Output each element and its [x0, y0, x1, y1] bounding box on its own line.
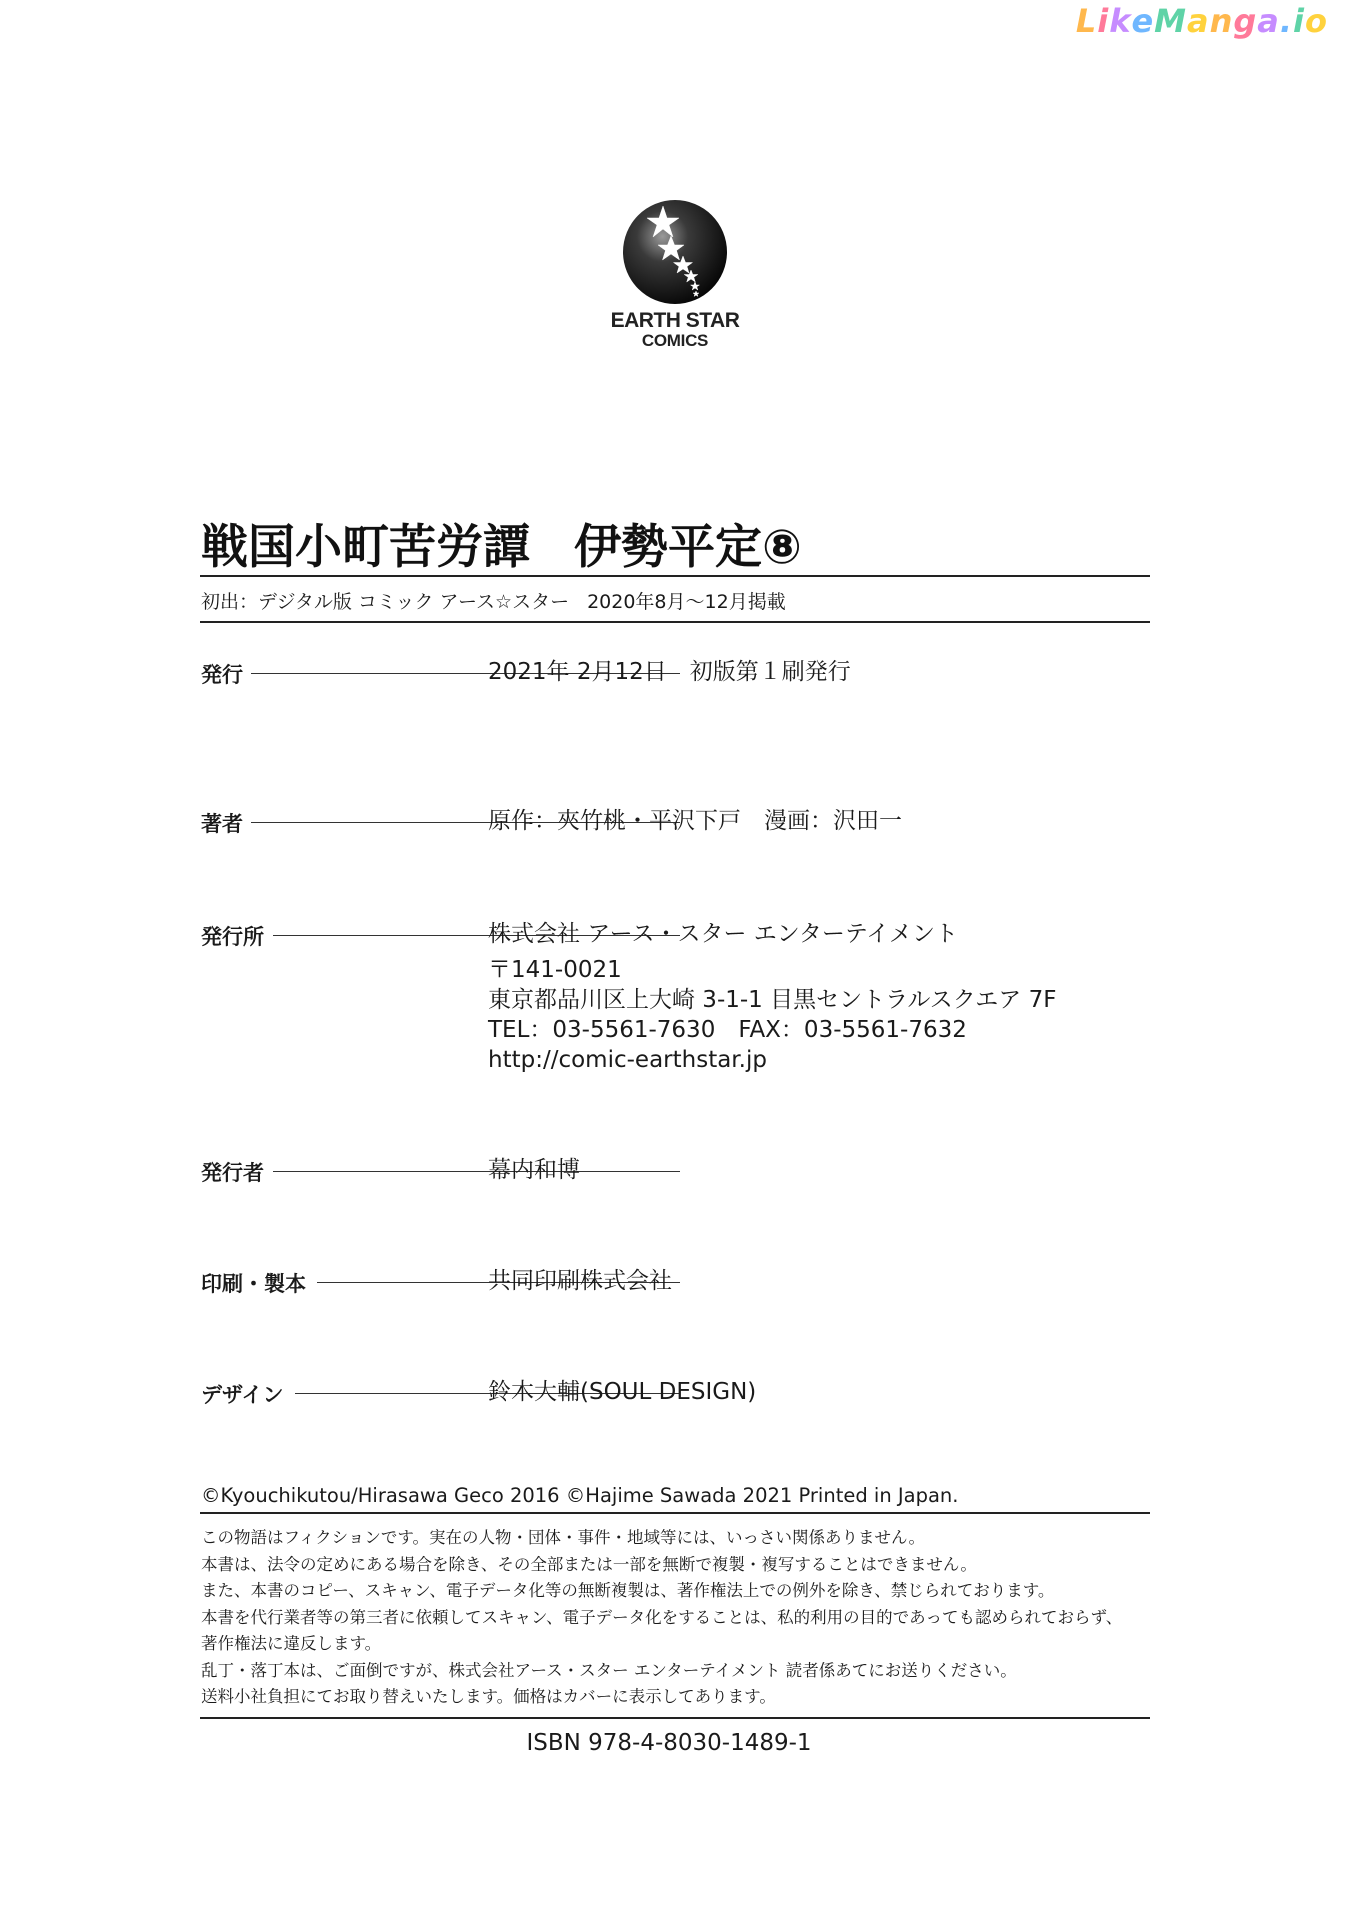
watermark	[1076, 2, 1328, 40]
credit-label: 著者	[201, 812, 243, 836]
globe-stars-icon	[621, 198, 729, 306]
watermark-letter: g	[1233, 2, 1258, 40]
credit-value: 2021年 2月12日 初版第１刷発行	[488, 659, 851, 685]
logo-line-2: COMICS	[641, 331, 709, 350]
credit-label: 発行者	[201, 1161, 264, 1185]
watermark-letter: o	[1305, 2, 1328, 40]
watermark-letter: n	[1209, 2, 1234, 40]
postal-code: 〒141-0021	[488, 957, 622, 983]
credit-value: 鈴木大輔(SOUL DESIGN)	[488, 1379, 757, 1405]
watermark-letter: k	[1109, 2, 1132, 40]
isbn: ISBN 978-4-8030-1489-1	[526, 1730, 812, 1756]
notice-line: 本書を代行業者等の第三者に依頼してスキャン、電子データ化をすることは、私的利用の目的であっても認められておらず、	[201, 1607, 1123, 1627]
credit-row-author	[201, 808, 1101, 838]
book-title	[201, 510, 802, 577]
logo-line-1: EARTH STAR	[610, 309, 740, 332]
credit-row-design	[201, 1379, 1101, 1409]
credit-label: デザイン	[201, 1383, 284, 1407]
credit-row-issuer	[201, 1157, 1101, 1187]
publisher-url: http://comic-earthstar.jp	[488, 1047, 767, 1073]
isbn-divider	[200, 1717, 1150, 1719]
credit-value: 株式会社 アース・スター エンターテイメント	[488, 921, 959, 947]
serialization-period: 2020年8月〜12月掲載	[587, 591, 786, 613]
earth-star-comics-logo	[605, 198, 745, 349]
serialization-info	[201, 587, 786, 614]
credit-row-printing	[201, 1268, 1101, 1298]
publisher-address	[488, 955, 1056, 1075]
leader-line	[273, 1171, 680, 1172]
watermark-letter: .	[1279, 2, 1294, 40]
credit-label: 発行所	[201, 925, 264, 949]
notice-line: 本書は、法令の定めにある場合を除き、その全部または一部を無断で複製・複写することはできません。	[201, 1554, 977, 1574]
credit-value: 幕内和博	[488, 1157, 580, 1183]
watermark-letter: i	[1097, 2, 1110, 40]
watermark-letter: L	[1075, 2, 1098, 40]
credit-row-publisher	[201, 921, 1101, 951]
watermark-letter: i	[1293, 2, 1306, 40]
notice-line: また、本書のコピー、スキャン、電子データ化等の無断複製は、著作権法上での例外を除き、禁じられております。	[201, 1581, 1055, 1600]
title-subtitle: 伊勢平定⑧	[574, 520, 802, 575]
street-address: 東京都品川区上大崎 3-1-1 目黒セントラルスクエア 7F	[488, 987, 1057, 1013]
credit-row-publication	[201, 659, 1101, 689]
title-main: 戦国小町苦労譚	[201, 520, 530, 575]
notice-line: 乱丁・落丁本は、ご面倒ですが、株式会社アース・スター エンターテイメント 読者係あてにお送りください。	[201, 1660, 1017, 1680]
serialization-divider	[200, 621, 1150, 623]
credit-label: 発行	[201, 663, 243, 687]
tel-fax: TEL：03-5561-7630 FAX：03-5561-7632	[488, 1017, 967, 1043]
title-divider	[200, 575, 1150, 577]
notice-line: 送料小社負担にてお取り替えいたします。価格はカバーに表示してあります。	[201, 1687, 776, 1706]
legal-notice	[201, 1525, 1122, 1711]
copyright-line: ©Kyouchikutou/Hirasawa Geco 2016 ©Hajime Sawada 2021 Printed in Japan.	[201, 1484, 959, 1507]
watermark-letter: M	[1154, 2, 1188, 40]
notice-line: 著作権法に違反します。	[201, 1634, 382, 1653]
copyright-divider	[200, 1512, 1150, 1514]
credit-value: 原作：夾竹桃・平沢下戸 漫画：沢田一	[488, 808, 902, 834]
credit-value: 共同印刷株式会社	[488, 1268, 672, 1294]
credit-label: 印刷・製本	[201, 1272, 306, 1296]
watermark-letter: a	[1187, 2, 1210, 40]
watermark-letter: a	[1257, 2, 1280, 40]
notice-line: この物語はフィクションです。実在の人物・団体・事件・地域等には、いっさい関係ありません。	[201, 1528, 926, 1547]
serialization-source: 初出：デジタル版 コミック アース☆スター	[201, 591, 570, 613]
watermark-letter: e	[1131, 2, 1155, 40]
